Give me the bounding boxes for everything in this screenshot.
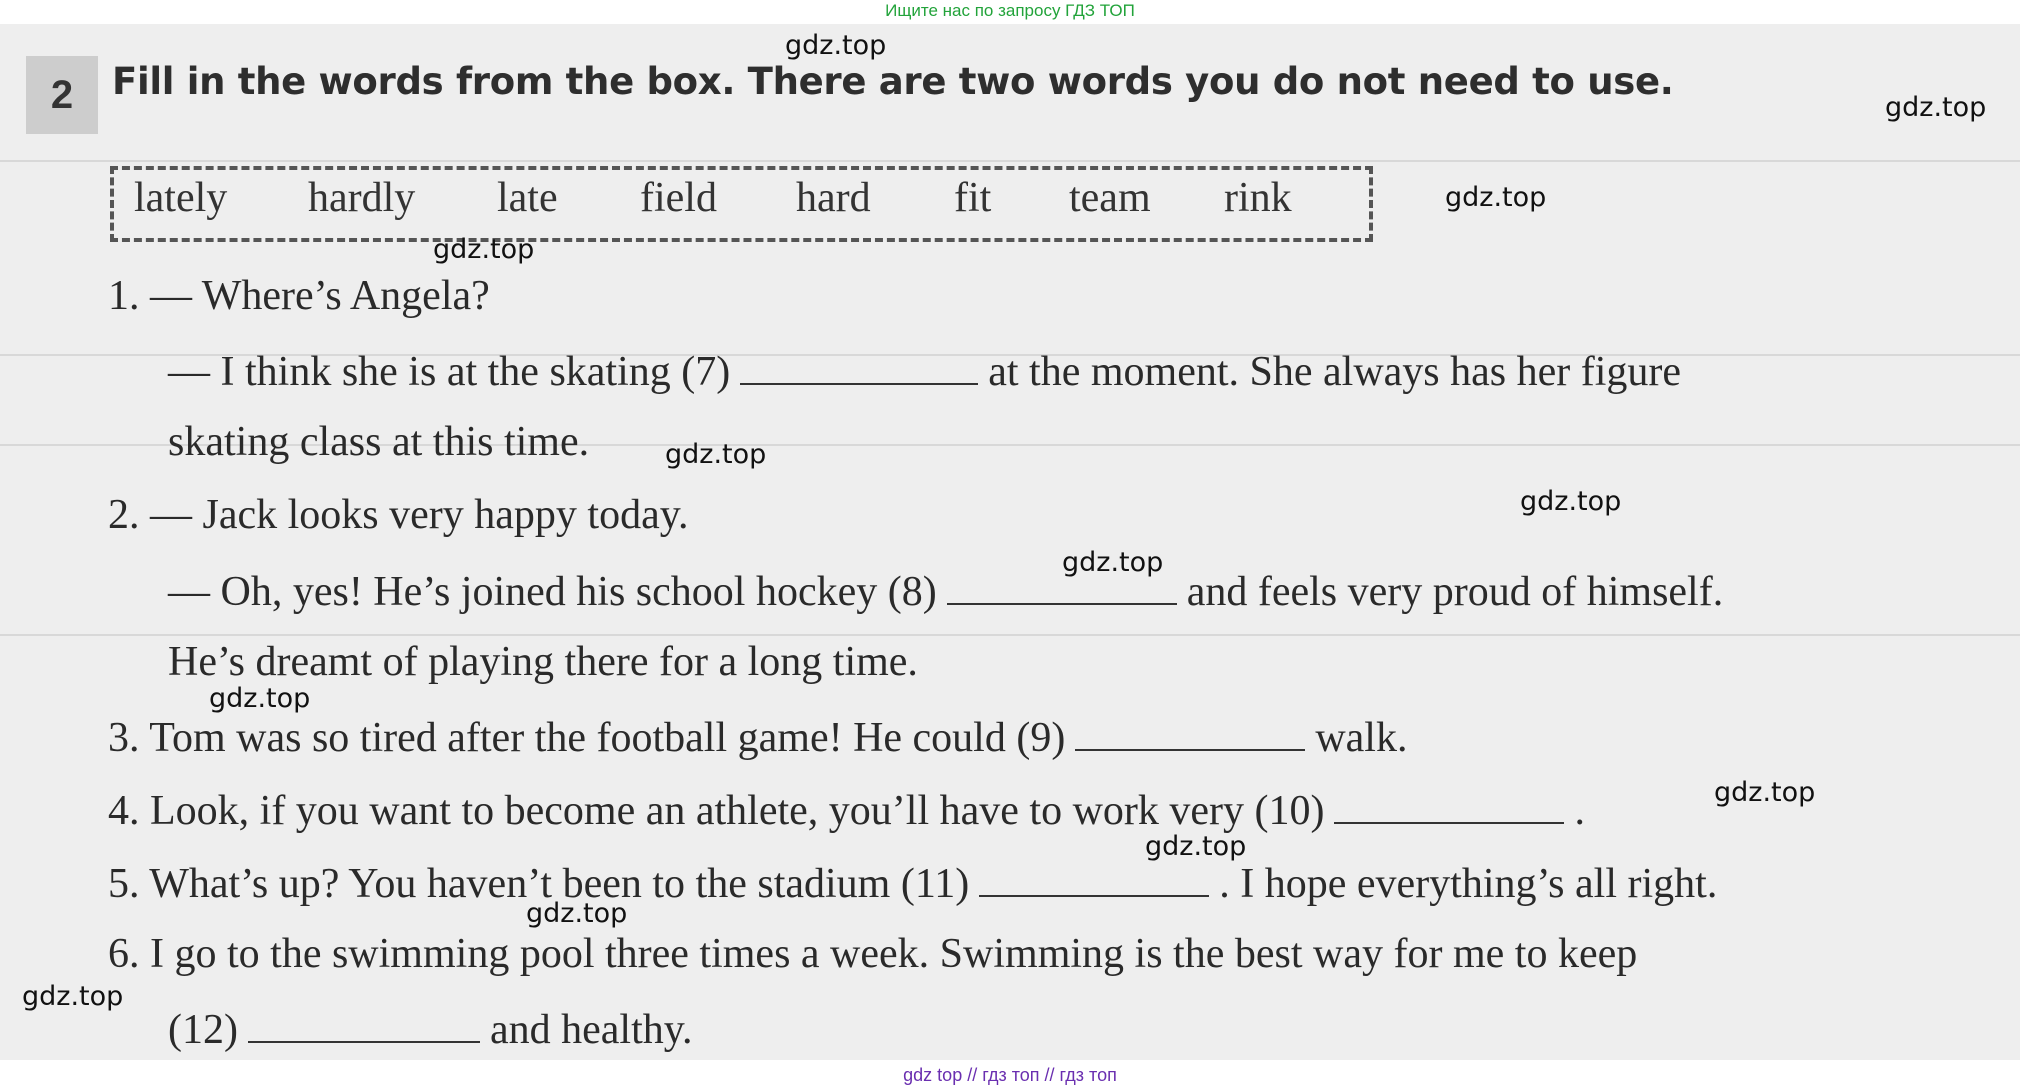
line-text: — Oh, yes! He’s joined his school hockey (8) — [168, 569, 937, 615]
text-line: 1. — Where’s Angela? — [108, 273, 490, 319]
watermark: gdz.top — [665, 439, 767, 470]
text-line: 2. — Jack looks very happy today. — [108, 492, 689, 538]
watermark: gdz.top — [1062, 547, 1164, 578]
watermark: gdz.top — [1145, 831, 1247, 862]
answer-blank-10[interactable] — [1334, 784, 1564, 824]
exercise-instruction: Fill in the words from the box. There are two words you do not need to use. — [112, 60, 1674, 103]
bleed-line — [0, 160, 2020, 162]
word-box-item: team — [1069, 175, 1151, 221]
word-box-item: fit — [954, 175, 992, 221]
text-line — [168, 565, 1723, 616]
line-text: . — [1574, 788, 1585, 834]
word-box-item: lately — [134, 175, 228, 221]
watermark: gdz.top — [22, 981, 124, 1012]
text-line — [108, 857, 1717, 908]
word-box — [110, 166, 1373, 242]
answer-blank-12[interactable] — [248, 1003, 480, 1043]
line-text: at the moment. She always has her figure — [988, 349, 1682, 395]
word-box-item: rink — [1224, 175, 1292, 221]
bleed-line — [0, 634, 2020, 636]
line-text: and feels very proud of himself. — [1186, 569, 1724, 615]
text-line — [168, 345, 1681, 396]
line-text: 3. Tom was so tired after the football game! He could (9) — [108, 715, 1066, 761]
text-line — [168, 1003, 693, 1054]
watermark: gdz.top — [1714, 777, 1816, 808]
answer-blank-11[interactable] — [979, 857, 1209, 897]
textbook-page — [0, 24, 2020, 1060]
line-text: 4. Look, if you want to become an athlete, you’ll have to work very (10) — [108, 788, 1325, 834]
text-line: He’s dreamt of playing there for a long time. — [168, 639, 918, 685]
watermark: gdz.top — [1445, 182, 1547, 213]
word-box-item: field — [640, 175, 717, 221]
line-text: walk. — [1315, 715, 1408, 761]
word-box-item: hardly — [308, 175, 416, 221]
line-text: 5. What’s up? You haven’t been to the stadium (11) — [108, 861, 970, 907]
line-text: . I hope everything’s all right. — [1219, 861, 1718, 907]
line-text: — I think she is at the skating (7) — [168, 349, 731, 395]
word-box-item: hard — [796, 175, 871, 221]
watermark: gdz.top — [526, 898, 628, 929]
watermark: gdz.top — [433, 234, 535, 265]
watermark: gdz.top — [1885, 92, 1987, 123]
watermark: gdz.top — [209, 683, 311, 714]
text-line: skating class at this time. — [168, 419, 590, 465]
exercise-number: 2 — [26, 56, 98, 134]
word-box-item: late — [497, 175, 558, 221]
text-line — [108, 784, 1585, 835]
watermark: gdz.top — [785, 30, 887, 61]
watermark: gdz.top — [1520, 486, 1622, 517]
answer-blank-7[interactable] — [740, 345, 978, 385]
text-line: 6. I go to the swimming pool three times a week. Swimming is the best way for me to keep — [108, 931, 1638, 977]
line-text: and healthy. — [489, 1007, 693, 1053]
answer-blank-9[interactable] — [1075, 711, 1305, 751]
top-banner[interactable]: Ищите нас по запросу ГДЗ ТОП — [885, 1, 1135, 20]
line-text: (12) — [168, 1007, 238, 1053]
text-line — [108, 711, 1407, 762]
bottom-banner[interactable]: gdz top // гдз топ // гдз топ — [903, 1065, 1117, 1085]
